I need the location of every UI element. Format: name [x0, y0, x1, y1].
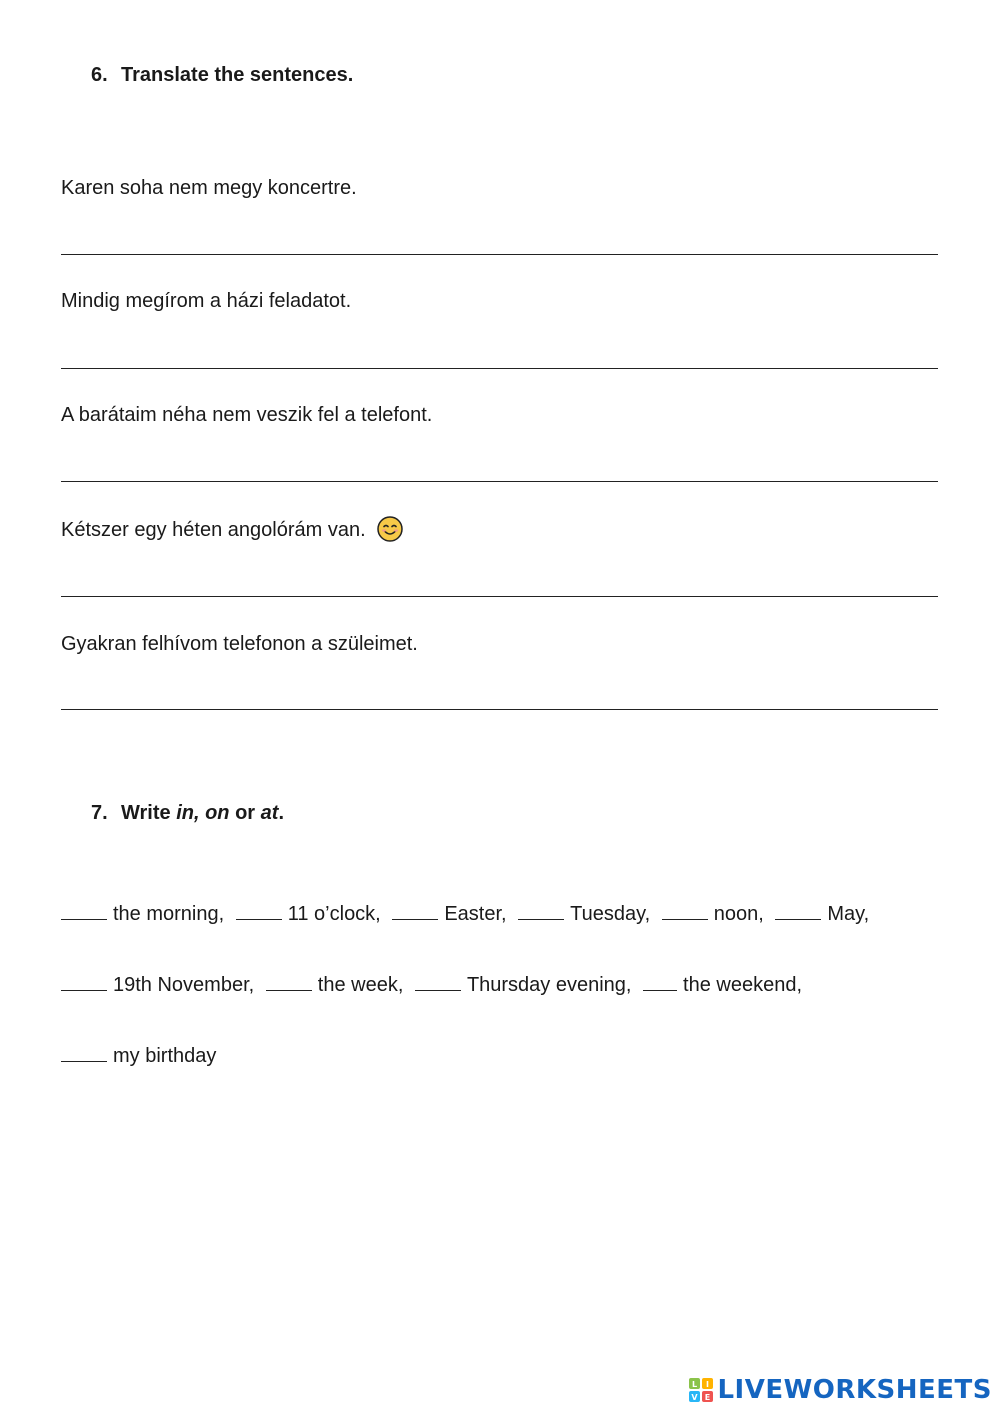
answer-line-1[interactable]: [61, 254, 938, 255]
gap-6-text: May,: [827, 903, 870, 925]
gap-10-text: the weekend,: [683, 974, 803, 996]
gap-11[interactable]: [61, 1043, 107, 1062]
gap-5-text: noon,: [713, 903, 764, 925]
svg-text:E: E: [705, 1393, 711, 1402]
exercise-7-heading: [91, 801, 284, 825]
exercise-7-row-3: [61, 1043, 222, 1068]
svg-text:L: L: [692, 1380, 698, 1389]
exercise-6-number: 6.: [91, 64, 108, 86]
gap-5[interactable]: [662, 901, 708, 920]
sentence-2: Mindig megírom a házi feladatot.: [61, 290, 352, 312]
sentence-5: Gyakran felhívom telefonon a szüleimet.: [61, 633, 418, 655]
gap-1[interactable]: [61, 901, 107, 920]
sentence-4: Kétszer egy héten angolórám van.: [61, 519, 366, 541]
sentence-1: Karen soha nem megy koncertre.: [61, 177, 357, 199]
gap-8[interactable]: [266, 972, 312, 991]
gap-7-text: 19th November,: [113, 974, 255, 996]
gap-10[interactable]: [643, 972, 677, 991]
exercise-7-title-prefix: Write: [121, 802, 177, 824]
exercise-7-number: 7.: [91, 802, 108, 824]
answer-line-5[interactable]: [61, 709, 938, 710]
gap-2-text: 11 o’clock,: [287, 903, 381, 925]
exercise-6-heading: [91, 63, 353, 87]
sentence-3: A barátaim néha nem veszik fel a telefont.: [61, 404, 433, 426]
exercise-7-row-2: [61, 972, 808, 997]
gap-1-text: the morning,: [113, 903, 225, 925]
gap-6[interactable]: [775, 901, 821, 920]
gap-4-text: Tuesday,: [570, 903, 651, 925]
gap-8-text: the week,: [317, 974, 404, 996]
gap-9[interactable]: [415, 972, 461, 991]
svg-text:I: I: [706, 1380, 710, 1389]
gap-7[interactable]: [61, 972, 107, 991]
exercise-6-title: Translate the sentences.: [121, 64, 354, 86]
liveworksheets-logo-icon: [689, 1378, 713, 1402]
exercise-7-row-1: [61, 901, 875, 926]
liveworksheets-logo[interactable]: [689, 1375, 992, 1405]
gap-9-text: Thursday evening,: [466, 974, 632, 996]
answer-line-4[interactable]: [61, 596, 938, 597]
svg-text:V: V: [691, 1393, 699, 1402]
gap-11-text: my birthday: [113, 1045, 217, 1067]
answer-line-2[interactable]: [61, 368, 938, 369]
gap-2[interactable]: [236, 901, 282, 920]
exercise-7-title-in-on: in, on: [176, 802, 230, 824]
answer-line-3[interactable]: [61, 481, 938, 482]
exercise-7-title-or: or: [229, 802, 261, 824]
smiling-face-icon: [377, 516, 403, 542]
exercise-7-title-at: at: [260, 802, 279, 824]
exercise-7-title-period: .: [278, 802, 285, 824]
gap-4[interactable]: [518, 901, 564, 920]
gap-3[interactable]: [392, 901, 438, 920]
gap-3-text: Easter,: [444, 903, 507, 925]
liveworksheets-logo-text: LIVEWORKSHEETS: [717, 1375, 992, 1405]
sentence-4-row: [61, 518, 403, 542]
